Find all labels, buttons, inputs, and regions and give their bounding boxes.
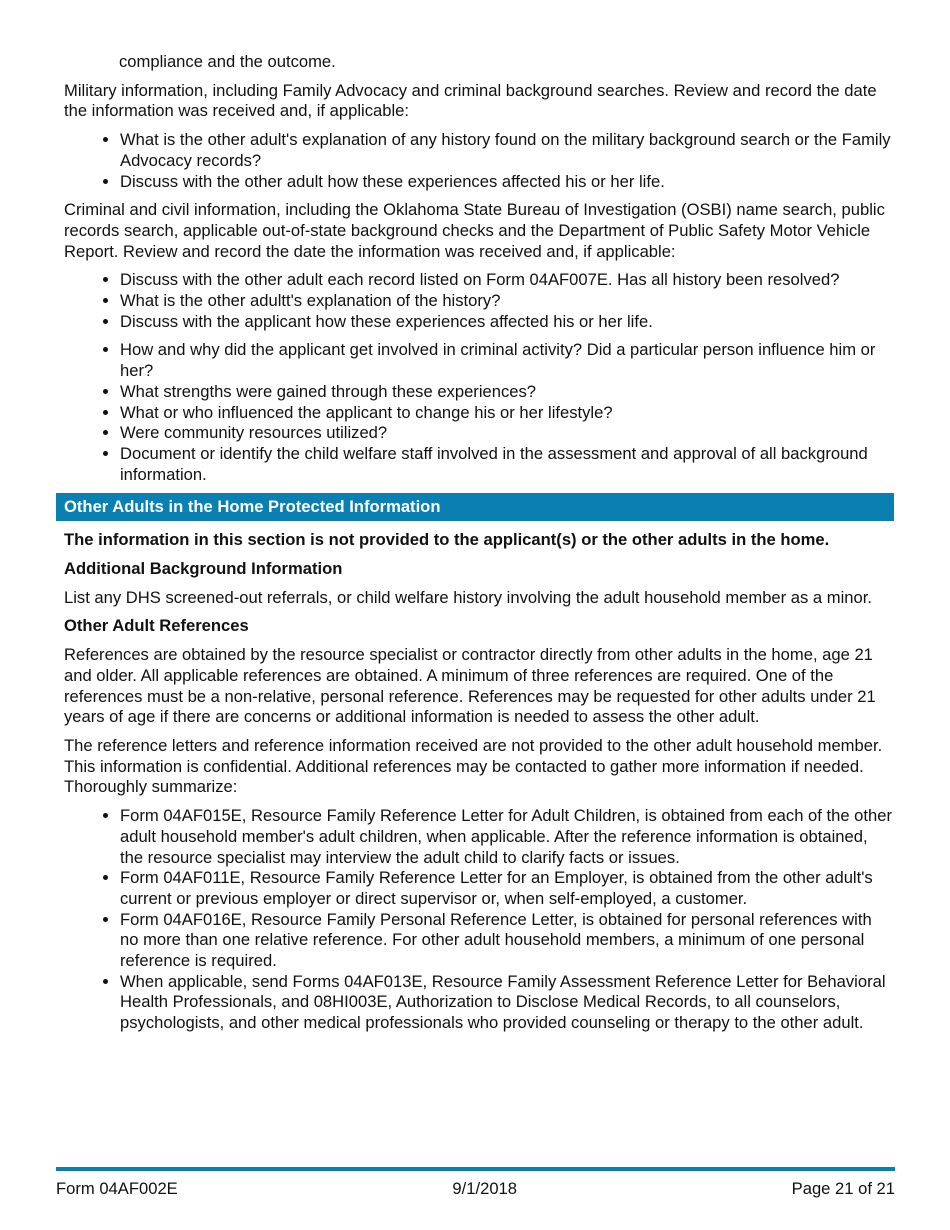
intro-continuation: compliance and the outcome. — [119, 52, 336, 71]
other-adult-references-heading: Other Adult References — [64, 616, 249, 636]
list-item: • Form 04AF011E, Resource Family Reference Letter for an Employer, is obtained from the other adult's current or previous employer or direct supervisor or, when self-employed, a customer. — [120, 868, 894, 909]
references-paragraph-2: The reference letters and reference information received are not provided to the other adult household member. This information is confidential. Additional references may be contacted to gather more information if needed. Thoroughly summarize: — [64, 735, 883, 797]
list-item: • Were community resources utilized? — [120, 423, 894, 444]
list-item: • Discuss with the other adult each record listed on Form 04AF007E. Has all history been resolved? — [120, 270, 894, 291]
additional-background-text: List any DHS screened-out referrals, or child welfare history involving the adult household member as a minor. — [64, 587, 872, 607]
list-item: • Form 04AF016E, Resource Family Personal Reference Letter, is obtained for personal references with no more than one relative reference. For other adult household members, a minimum of one personal reference is required. — [120, 910, 894, 972]
list-item: • Discuss with the applicant how these experiences affected his or her life. — [120, 312, 894, 333]
list-item: • What is the other adultt's explanation of the history? — [120, 291, 894, 312]
list-item: • What is the other adult's explanation of any history found on the military background search or the Family Advocacy records? — [120, 130, 894, 171]
section-banner: Other Adults in the Home Protected Information — [56, 493, 894, 521]
list-item: • Document or identify the child welfare staff involved in the assessment and approval of all background information. — [120, 444, 894, 485]
footer-date: 9/1/2018 — [452, 1179, 517, 1198]
criminal-paragraph: Criminal and civil information, including the Oklahoma State Bureau of Investigation (OSBI) name search, public records search, applicable out-of-state background checks and the Department of Public Safety Motor Vehicle Report. Review and record the date the information was received and, if applicable: — [64, 200, 885, 261]
list-item: • Discuss with the other adult how these experiences affected his or her life. — [120, 172, 894, 193]
list-item: • How and why did the applicant get involved in criminal activity? Did a particular person influence him or her? — [120, 340, 894, 381]
criminal-bullet-list-b — [64, 340, 894, 485]
military-paragraph: Military information, including Family Advocacy and criminal background searches. Review and record the date the information was received and, if applicable: — [64, 80, 877, 121]
footer-divider — [56, 1167, 895, 1171]
list-item: • What or who influenced the applicant to change his or her lifestyle? — [120, 403, 894, 424]
military-bullet-list — [64, 130, 894, 192]
footer-page-number: Page 21 of 21 — [791, 1179, 895, 1198]
additional-background-heading: Additional Background Information — [64, 559, 343, 579]
list-item: • When applicable, send Forms 04AF013E, Resource Family Assessment Reference Letter for Behavioral Health Professionals, and 08HI003E, Authorization to Disclose Medical Records, to all counselors, psychologists, and other medical professionals who provided counseling or therapy to the other adult. — [120, 972, 894, 1034]
criminal-bullet-list-a — [64, 270, 894, 332]
list-item: • What strengths were gained through these experiences? — [120, 382, 894, 403]
list-item: • Form 04AF015E, Resource Family Reference Letter for Adult Children, is obtained from each of the other adult household member's adult children, when applicable. After the reference information is obtained, the resource specialist may interview the adult child to clarify facts or issues. — [120, 806, 894, 868]
confidential-notice: The information in this section is not provided to the applicant(s) or the other adults in the home. — [64, 530, 830, 550]
footer-form-number: Form 04AF002E — [56, 1179, 178, 1198]
references-paragraph-1: References are obtained by the resource specialist or contractor directly from other adults in the home, age 21 and older. All applicable references are obtained. A minimum of three references are required. One of the references must be a non-relative, personal reference. References may be requested for other adults under 21 years of age if there are concerns or additional information is needed to assess the other adult. — [64, 645, 876, 727]
page-body — [64, 52, 894, 1042]
page-footer — [56, 1179, 895, 1200]
references-bullet-list — [64, 806, 894, 1034]
